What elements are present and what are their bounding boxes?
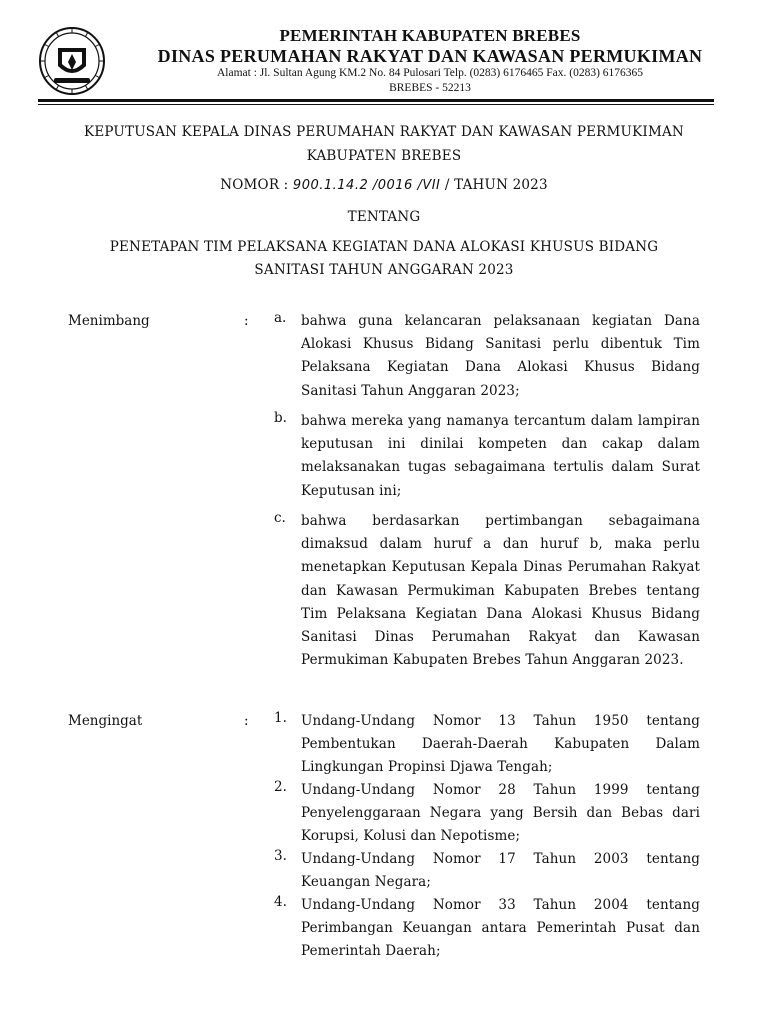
mengingat-item — [274, 710, 700, 780]
mengingat-item-text: Undang-Undang Nomor 28 Tahun 1999 tentang Penyelenggaraan Negara yang Bersih dan Bebas dari Korupsi, Kolusi dan Nepotisme; — [301, 782, 700, 845]
decree-title-line2: KABUPATEN BREBES — [306, 148, 462, 164]
mengingat-item-text: Undang-Undang Nomor 13 Tahun 1950 tentang Pembentukan Daerah-Daerah Kabupaten Dalam Lingkungan Propinsi Djawa Tengah; — [301, 713, 700, 776]
mengingat-label: Mengingat — [68, 713, 143, 729]
menimbang-item — [274, 510, 700, 672]
mengingat-item-marker: 4. — [274, 894, 287, 910]
kabupaten-brebes-emblem-icon — [38, 26, 106, 96]
decree-title-line1: KEPUTUSAN KEPALA DINAS PERUMAHAN RAKYAT DAN KAWASAN PERMUKIMAN — [84, 124, 684, 140]
menimbang-label: Menimbang — [68, 313, 150, 329]
menimbang-item-marker: a. — [274, 310, 287, 326]
decree-subject-line2: SANITASI TAHUN ANGGARAN 2023 — [254, 262, 514, 278]
mengingat-item-marker: 1. — [274, 710, 287, 726]
letterhead-address: Alamat : Jl. Sultan Agung KM.2 No. 84 Pulosari Telp. (0283) 6176465 Fax. (0283) 6176365 — [216, 67, 644, 79]
decree-number-suffix: / TAHUN 2023 — [440, 177, 548, 193]
letterhead — [150, 26, 710, 95]
mengingat-item-marker: 3. — [274, 848, 287, 864]
menimbang-item-text: bahwa guna kelancaran pelaksanaan kegiatan Dana Alokasi Khusus Bidang Sanitasi perlu dibentuk Tim Pelaksana Kegiatan Dana Alokasi Khusus Bidang Sanitasi Tahun Anggaran 2023; — [301, 313, 700, 399]
letterhead-agency: DINAS PERUMAHAN RAKYAT DAN KAWASAN PERMUKIMAN — [157, 46, 703, 66]
decree-subject-line1: PENETAPAN TIM PELAKSANA KEGIATAN DANA ALOKASI KHUSUS BIDANG — [109, 239, 659, 255]
mengingat-item — [274, 894, 700, 964]
decree-number-prefix: NOMOR : — [220, 177, 293, 193]
mengingat-item-text: Undang-Undang Nomor 17 Tahun 2003 tentang Keuangan Negara; — [301, 851, 700, 891]
decree-number-handwritten: 900.1.14.2 /0016 /VII — [292, 178, 441, 193]
menimbang-item-text: bahwa berdasarkan pertimbangan sebagaimana dimaksud dalam huruf a dan huruf b, maka perlu menetapkan Keputusan Kepala Dinas Perumahan Rakyat dan Kawasan Permukiman Kabupaten Brebes tentang Tim Pelaksana Kegiatan Dana Alokasi Khusus Bidang Sanitasi Dinas Perumahan Rakyat dan Kawasan Permukiman Kabupaten Brebes Tahun Anggaran 2023. — [301, 513, 700, 669]
menimbang-item-marker: b. — [274, 410, 287, 426]
menimbang-item-text: bahwa mereka yang namanya tercantum dalam lampiran keputusan ini dinilai kompeten dan cakap dalam melaksanakan tugas sebagaimana tertulis dalam Surat Keputusan ini; — [301, 413, 700, 499]
letterhead-city: BREBES - 52213 — [389, 82, 471, 94]
menimbang-item-marker: c. — [274, 510, 286, 526]
letterhead-government: PEMERINTAH KABUPATEN BREBES — [279, 26, 581, 45]
letterhead-divider-thin — [38, 104, 714, 105]
mengingat-item — [274, 848, 700, 894]
mengingat-item-marker: 2. — [274, 779, 287, 795]
menimbang-item — [274, 310, 700, 403]
tentang-heading: TENTANG — [347, 209, 421, 225]
mengingat-colon: : — [244, 713, 249, 729]
mengingat-item — [274, 779, 700, 849]
menimbang-item — [274, 410, 700, 503]
decree-number — [0, 177, 768, 193]
menimbang-colon: : — [244, 313, 249, 329]
letterhead-divider-thick — [38, 99, 714, 102]
mengingat-item-text: Undang-Undang Nomor 33 Tahun 2004 tentang Perimbangan Keuangan antara Pemerintah Pusat dan Pemerintah Daerah; — [301, 897, 700, 960]
